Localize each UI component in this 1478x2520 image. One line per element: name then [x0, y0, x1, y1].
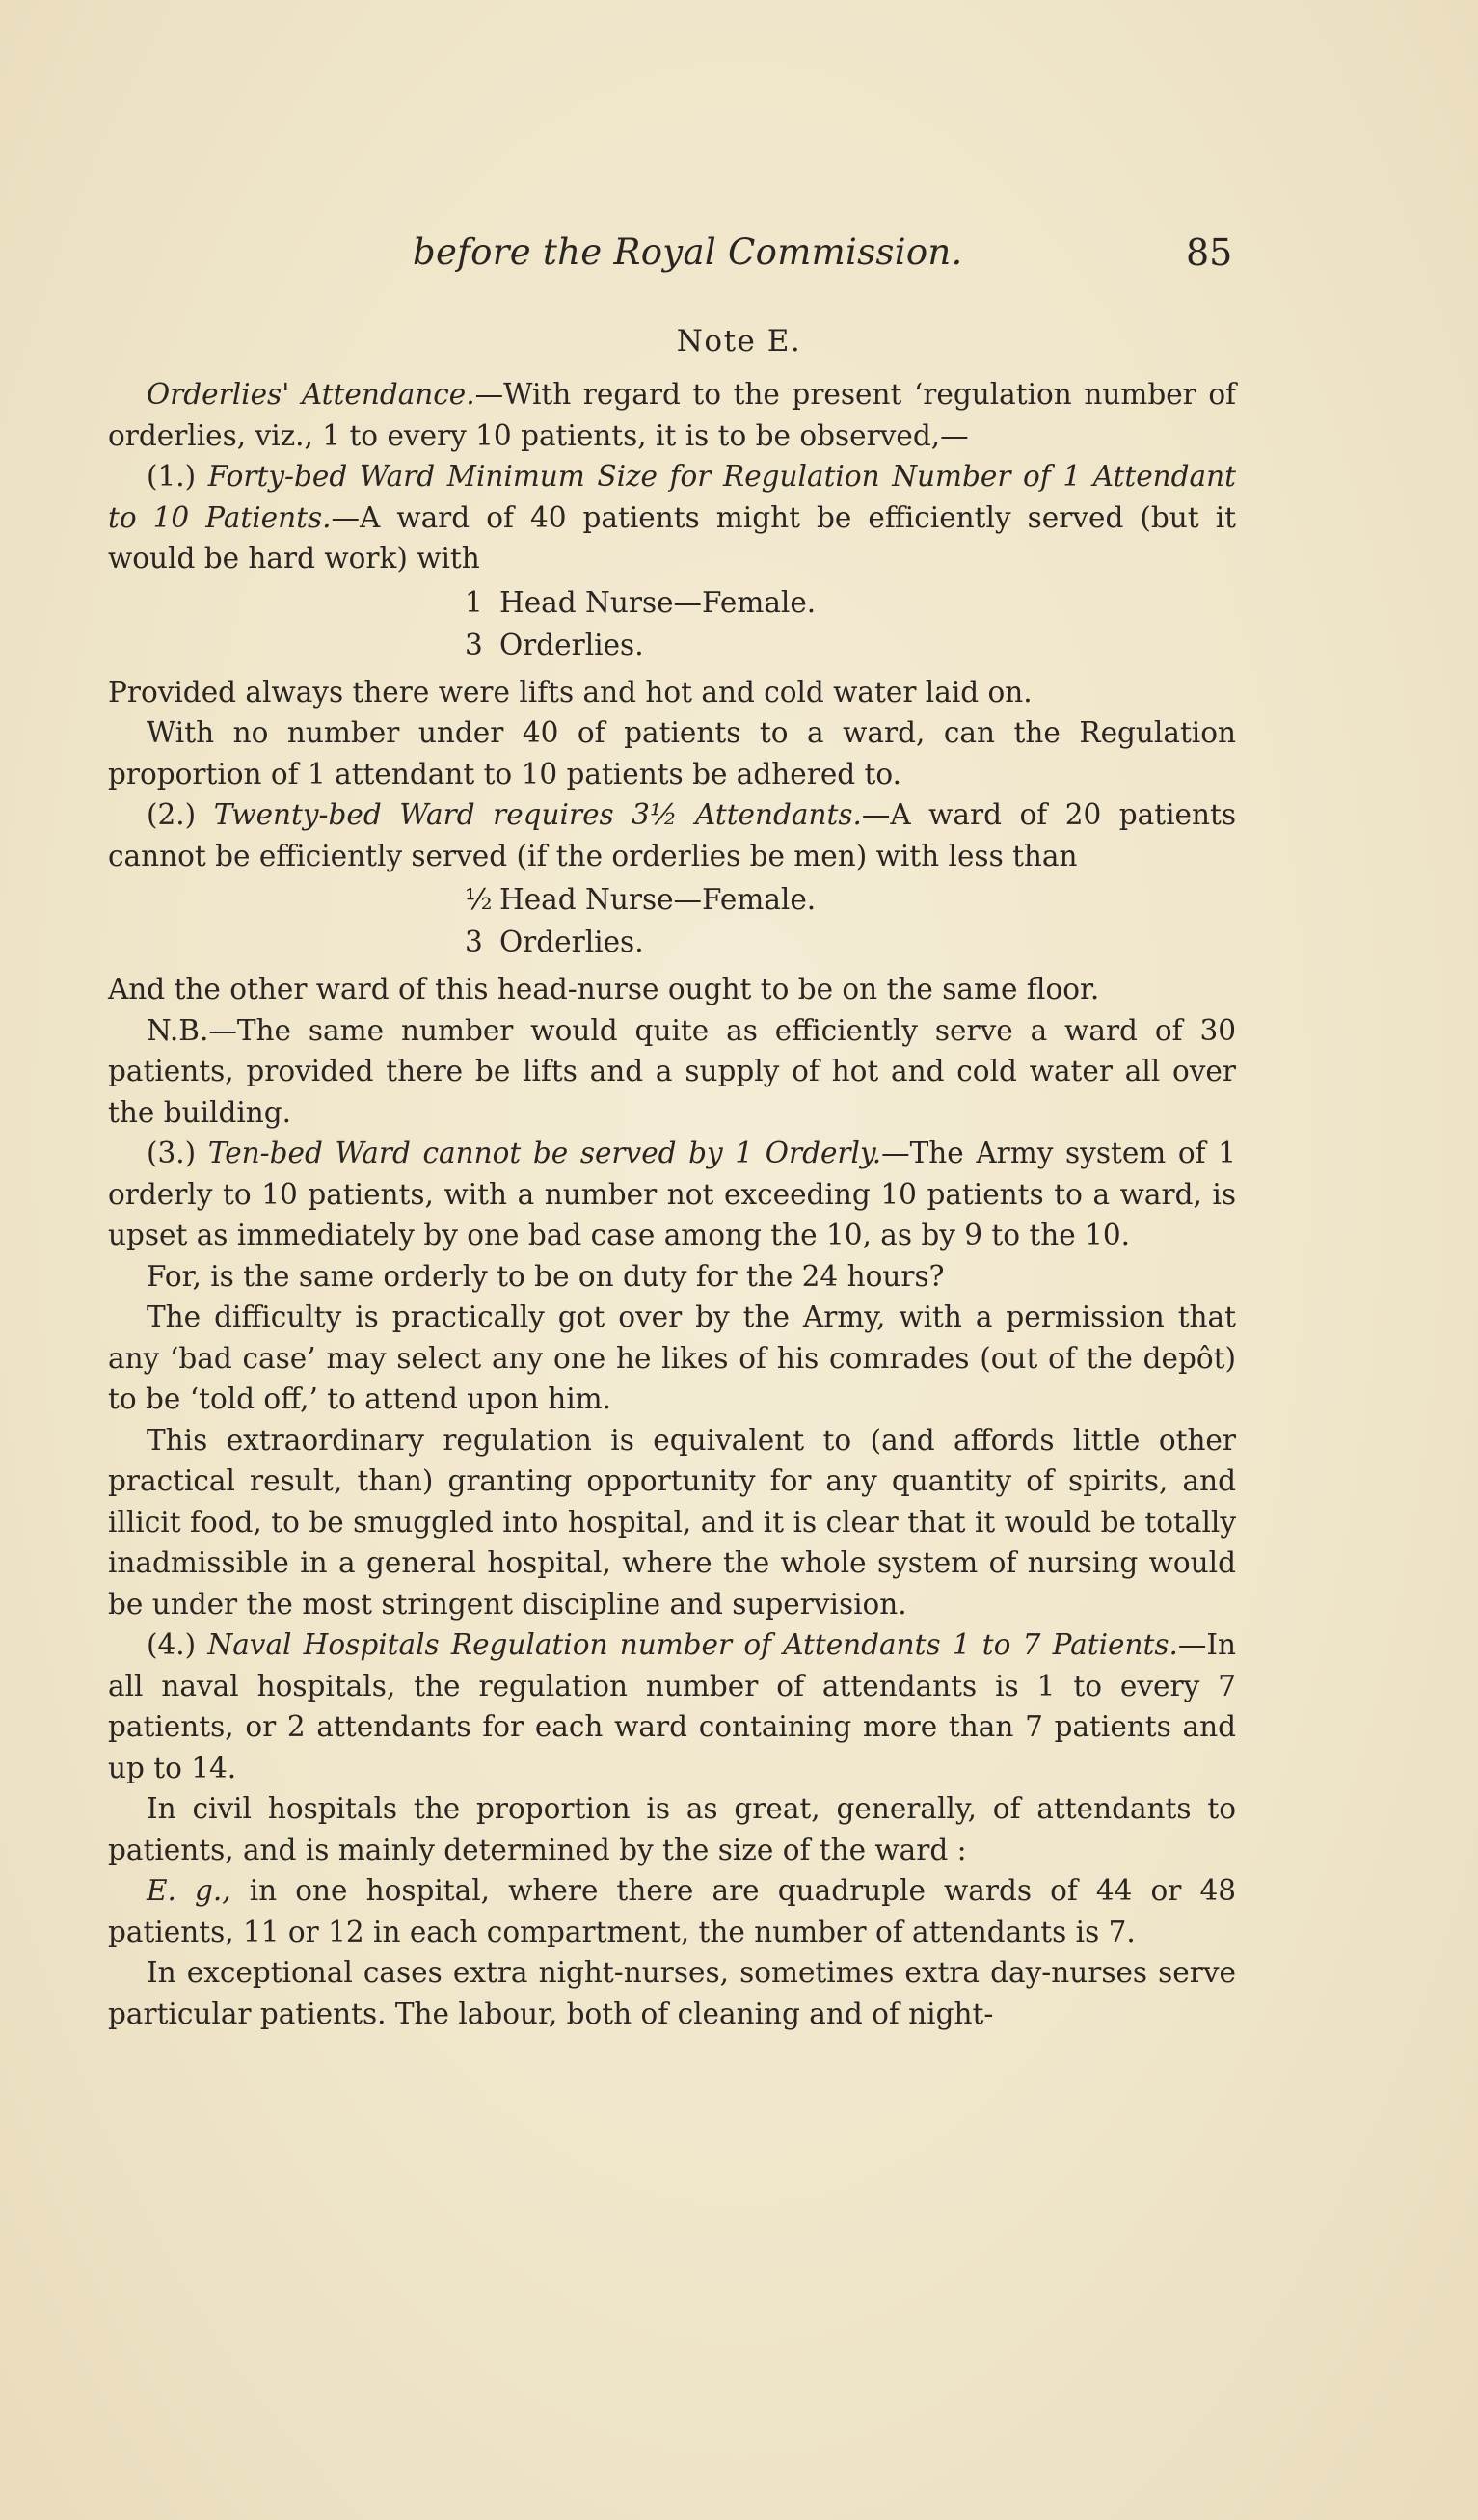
item-heading: Twenty-bed Ward requires 3½ Attendants. — [213, 798, 862, 831]
paragraph-lead: Orderlies' Attendance. — [147, 378, 475, 411]
staff-count: 3 — [465, 628, 483, 661]
item-text: —A ward of 40 patients might be efficiently served (but it would be hard work) with — [108, 500, 1236, 575]
staff-row — [465, 921, 1236, 963]
staff-row — [465, 624, 1236, 666]
paragraph-nota-bene: N.B.—The same number would quite as efficiently serve a ward of 30 patients, provided there be lifts and a supply of hot and cold water all over the building. — [108, 1013, 1236, 1129]
staff-count: ½ — [465, 883, 493, 916]
staff-count: 3 — [465, 925, 483, 958]
item-number: (4.) — [147, 1628, 197, 1661]
item-number: (3.) — [147, 1137, 197, 1169]
staff-role: Head Nurse—Female. — [499, 883, 817, 916]
staff-count: 1 — [465, 585, 483, 619]
page-number: 85 — [1186, 231, 1233, 274]
paragraph-orderlies-attendance — [108, 374, 1236, 456]
item-number: (2.) — [147, 798, 197, 831]
staff-role: Head Nurse—Female. — [499, 585, 817, 619]
staff-list-forty-bed — [465, 581, 1236, 666]
paragraph-same-orderly: For, is the same orderly to be on duty for the 24 hours? — [147, 1259, 945, 1293]
item-twenty-bed-ward — [108, 794, 1236, 876]
item-forty-bed-ward — [108, 456, 1236, 579]
item-heading: Forty-bed Ward Minimum Size for Regulation Number of 1 Attendant to 10 Patients. — [108, 460, 1236, 534]
staff-role: Orderlies. — [499, 628, 644, 661]
note-heading: Note E. — [676, 324, 802, 359]
paragraph-difficulty: The difficulty is practically got over by the Army, with a permission that any ‘bad case’ may select any one he likes of his comrades (out of the depôt) to be ‘told off,’ to attend upon him. — [108, 1300, 1236, 1415]
paragraph-lifts: Provided always there were lifts and hot and cold water laid on. — [108, 675, 1033, 709]
paragraph-extraordinary-regulation: This extraordinary regulation is equivalent to (and affords little other practical result, than) granting opportunity for any quantity of spirits, and illicit food, to be smuggled into hospital, and it is clear that it would be totally inadmissible in a general hospital, where the whole system of nursing would be under the most stringent discipline and supervision. — [108, 1423, 1236, 1621]
paragraph-forty-minimum: With no number under 40 of patients to a ward, can the Regulation proportion of 1 attendant to 10 patients be adhered to. — [108, 716, 1236, 791]
running-head — [0, 231, 1478, 289]
item-naval-hospitals — [108, 1624, 1236, 1788]
staff-role: Orderlies. — [499, 925, 644, 958]
running-title: before the Royal Commission. — [413, 231, 963, 273]
item-text: —In all naval hospitals, the regulation number of attendants is 1 to every 7 patients, or 2 attendants for each ward containing more than 7 patients and up to 14. — [108, 1628, 1236, 1784]
paragraph-other-ward: And the other ward of this head-nurse ought to be on the same floor. — [108, 973, 1100, 1005]
body-text — [108, 374, 1236, 2034]
paragraph-lead: E. g., — [147, 1874, 231, 1907]
item-heading: Ten-bed Ward cannot be served by 1 Orderly. — [207, 1137, 882, 1169]
staff-row — [465, 878, 1236, 921]
paragraph-exceptional-cases: In exceptional cases extra night-nurses, sometimes extra day-nurses serve particular patients. The labour, both of cleaning and of night- — [108, 1956, 1236, 2030]
paragraph-example — [108, 1870, 1236, 1952]
paragraph-text: —With regard to the present ‘regulation number of orderlies, viz., 1 to every 10 patients, it is to be observed,— — [108, 378, 1236, 452]
staff-list-twenty-bed — [465, 878, 1236, 963]
item-number: (1.) — [147, 460, 197, 493]
item-text: —The Army system of 1 orderly to 10 patients, with a number not exceeding 10 patients to a ward, is upset as immediately by one bad case among the 10, as by 9 to the 10. — [108, 1137, 1236, 1251]
paragraph-text: in one hospital, where there are quadruple wards of 44 or 48 patients, 11 or 12 in each compartment, the number of attendants is 7. — [108, 1874, 1237, 1948]
paragraph-civil-hospitals: In civil hospitals the proportion is as great, generally, of attendants to patients, and is mainly determined by the size of the ward : — [108, 1792, 1236, 1866]
staff-row — [465, 581, 1236, 624]
item-ten-bed-ward — [108, 1133, 1236, 1256]
item-heading: Naval Hospitals Regulation number of Attendants 1 to 7 Patients. — [207, 1628, 1178, 1661]
item-text: —A ward of 20 patients cannot be efficiently served (if the orderlies be men) with less than — [108, 798, 1236, 872]
